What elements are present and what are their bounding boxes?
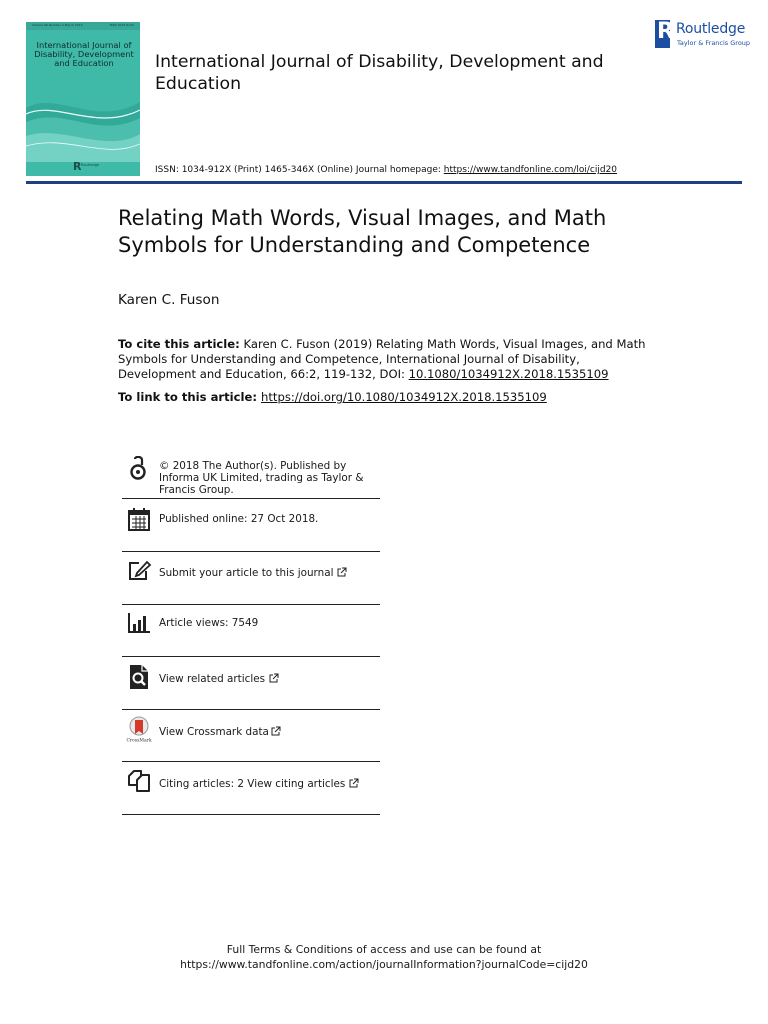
- citation-block: [118, 337, 658, 382]
- svg-text:CrossMark: CrossMark: [126, 738, 152, 742]
- calendar-icon: [126, 506, 152, 532]
- crossmark-icon: [126, 716, 152, 742]
- bar-chart-icon: [126, 610, 152, 636]
- publisher-name: Routledge: [676, 21, 746, 37]
- issn-line: [155, 165, 617, 175]
- info-divider: [122, 604, 380, 605]
- info-divider: [122, 709, 380, 710]
- info-divider: [122, 498, 380, 499]
- crossmark-row[interactable]: [122, 716, 380, 750]
- terms-footer: [0, 942, 768, 972]
- header-divider: [26, 181, 742, 184]
- cover-brand: Routledge: [81, 163, 100, 167]
- article-views: Article views: 7549: [159, 617, 259, 629]
- cover-title: International Journal of Disability, Development and Education: [34, 40, 134, 68]
- article-views-row: [122, 610, 380, 640]
- cite-label: To cite this article:: [118, 337, 240, 351]
- link-label: To link to this article:: [118, 390, 262, 404]
- info-divider: [122, 761, 380, 762]
- citing-articles-row[interactable]: [122, 768, 380, 802]
- submit-article-row[interactable]: [122, 558, 380, 592]
- terms-line: Full Terms & Conditions of access and use can be found at: [226, 943, 542, 956]
- routledge-r-icon: R: [655, 20, 670, 48]
- cover-wave-graphic: [26, 88, 140, 162]
- search-document-icon: [126, 664, 152, 690]
- citing-documents-icon: [126, 768, 152, 794]
- published-row: [122, 506, 380, 536]
- related-articles-row[interactable]: [122, 664, 380, 698]
- open-access-row: [122, 456, 380, 498]
- citing-articles-link[interactable]: Citing articles: 2 View citing articles: [159, 778, 383, 790]
- cite-text: Karen C. Fuson (2019) Relating Math Words, Visual Images, and Math Symbols for Understanding and Competence, International Journal of Disability, Development and Education, 66:2, 119-132, DOI:: [118, 337, 646, 381]
- related-articles-link[interactable]: View related articles: [159, 673, 383, 685]
- journal-title: International Journal of Disability, Development and Education: [155, 52, 604, 94]
- routledge-logo: [655, 20, 750, 48]
- publisher-sub: Taylor & Francis Group: [677, 39, 751, 47]
- issn-text: ISSN: 1034-912X (Print) 1465-346X (Online) Journal homepage:: [155, 165, 444, 175]
- article-doi-url-link[interactable]: https://doi.org/10.1080/1034912X.2018.1535109: [261, 390, 547, 404]
- external-link-icon: [271, 726, 281, 736]
- info-divider: [122, 551, 380, 552]
- crossmark-link[interactable]: View Crossmark data: [159, 726, 383, 738]
- terms-url-link[interactable]: https://www.tandfonline.com/action/journalInformation?journalCode=cijd20: [180, 958, 588, 971]
- doi-link[interactable]: 10.1080/1034912X.2018.1535109: [408, 367, 609, 381]
- journal-homepage-link[interactable]: https://www.tandfonline.com/loi/cijd20: [443, 165, 618, 175]
- journal-cover-image: [26, 22, 140, 176]
- info-divider: [122, 656, 380, 657]
- cover-routledge-logo-icon: R: [73, 160, 82, 173]
- edit-icon: [126, 558, 152, 584]
- cover-issn: ISSN 1034-912X: [109, 23, 134, 27]
- open-access-text: © 2018 The Author(s). Published by Informa UK Limited, trading as Taylor & Francis Group.: [159, 460, 364, 496]
- info-divider: [122, 814, 380, 815]
- external-link-icon: [337, 567, 347, 577]
- external-link-icon: [349, 778, 359, 788]
- cover-volume-line: Volume 66 Number 2 March 2019: [32, 23, 83, 27]
- article-title: Relating Math Words, Visual Images, and Math Symbols for Understanding and Competence: [118, 206, 607, 257]
- article-author: Karen C. Fuson: [118, 292, 220, 308]
- open-access-icon: [126, 456, 152, 482]
- published-date: Published online: 27 Oct 2018.: [159, 513, 319, 525]
- link-line: [118, 390, 547, 404]
- external-link-icon: [269, 673, 279, 683]
- submit-article-link[interactable]: Submit your article to this journal: [159, 567, 383, 579]
